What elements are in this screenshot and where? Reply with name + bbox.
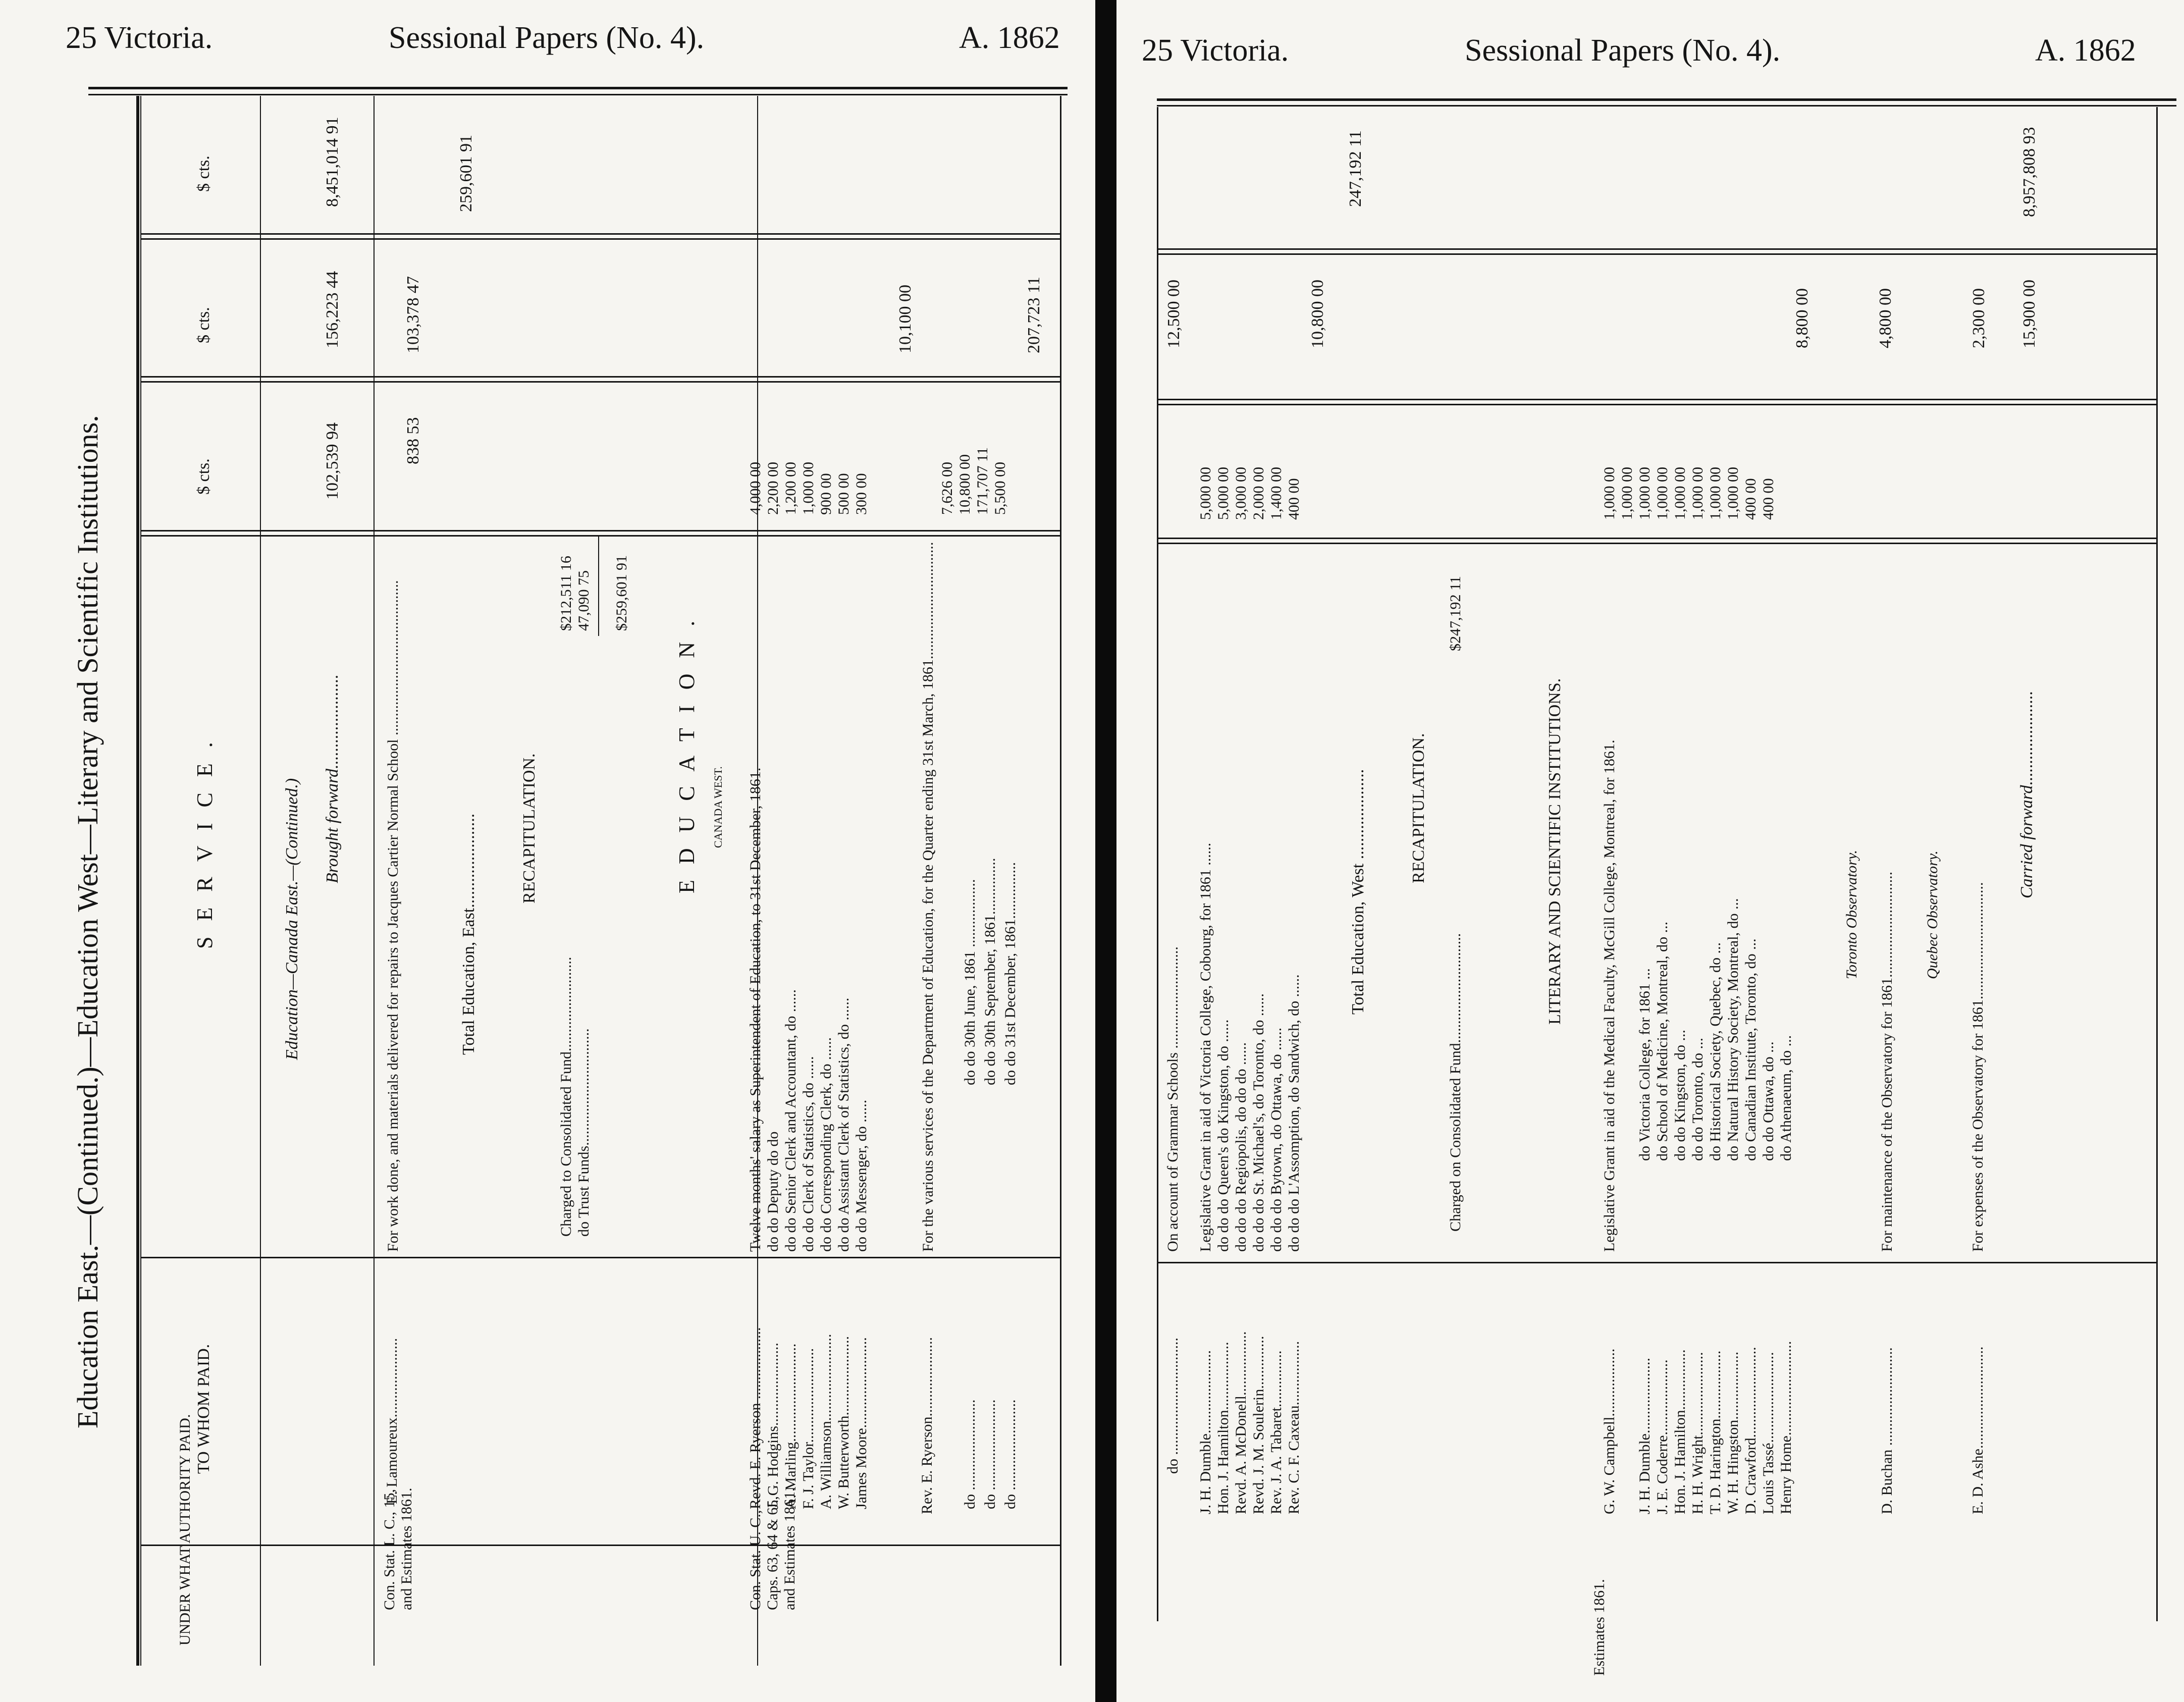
literary-amount-9: 400 00 <box>1760 478 1777 520</box>
total-east-amount: 259,601 91 <box>457 135 475 212</box>
salary-amount-1: 2,200 00 <box>765 462 781 515</box>
grant-amount-1: 5,000 00 <box>1215 467 1232 520</box>
salary-service-3: do do Clerk of Statistics, do ...... <box>800 1056 817 1252</box>
salary-service-4: do do Corresponding Clerk, do ...... <box>818 1037 834 1252</box>
grant-amount-5: 400 00 <box>1286 478 1302 520</box>
grant-service-1: do do do Queen's do Kingston, do ...... <box>1215 1019 1232 1252</box>
header-papers-right: Sessional Papers (No. 4). <box>1465 33 1781 68</box>
literary-amount-4: 1,000 00 <box>1672 467 1688 520</box>
side-title: Education East.—(Continued.)—Education West—Literary and Scientific Institutions. <box>71 415 104 1428</box>
lamoureux-service: For work done, and materials delivered for repairs to Jacques Cartier Normal School ......................................... <box>385 580 401 1252</box>
various-service-1: do do 30th June, 1861 .................. <box>962 879 978 1085</box>
literary-whom-7: D. Crawford........................ <box>1742 1347 1759 1514</box>
amount-divider-right-c <box>1157 248 2156 250</box>
recap-right-title: RECAPITULATION. <box>1409 733 1428 883</box>
grant-amount-0: 5,000 00 <box>1197 467 1214 520</box>
frame-left-right <box>1157 107 1158 1621</box>
service-divider-right-b <box>1157 543 2156 544</box>
grant-whom-2: Revd. A. McDonell................. <box>1233 1331 1249 1514</box>
frame-left-2 <box>140 96 141 1666</box>
literary-service-2: do School of Medicine, Montreal, do ... <box>1654 921 1671 1161</box>
col-line-2 <box>374 96 375 1666</box>
grant-whom-5: Rev. C. F. Caxeau................. <box>1286 1341 1302 1514</box>
literary-amount-2: 1,000 00 <box>1636 467 1653 520</box>
right-page <box>1116 0 2184 1702</box>
col-whom-head: TO WHOM PAID. <box>194 1344 213 1474</box>
literary-service-4: do do Toronto, do ... <box>1689 1037 1706 1161</box>
frame-right-right <box>2156 107 2158 1621</box>
literary-whom-8: Louis Tassé........................ <box>1760 1352 1777 1514</box>
literary-amount-5: 1,000 00 <box>1689 467 1706 520</box>
various-whom-3: do ........................ <box>1002 1399 1019 1509</box>
salary-service-5: do do Assistant Clerk of Statistics, do ...... <box>835 997 852 1252</box>
various-service-3: do do 31st December, 1861............... <box>1002 862 1019 1085</box>
salary-whom-6: James Moore........................ <box>853 1337 870 1509</box>
grant-whom-4: Rev. J. A. Tabaret............... <box>1268 1350 1285 1514</box>
total-west-amount: 247,192 11 <box>1346 130 1365 207</box>
literary-whom-1: J. H. Dumble.................... <box>1636 1358 1653 1514</box>
service-divider-right-a <box>1157 538 2156 539</box>
grant-whom-0: J. H. Dumble...................... <box>1197 1350 1214 1514</box>
recap-line-1: Charged to Consolidated Fund......................... <box>558 956 574 1237</box>
literary-service-6: do Natural History Society, Montreal, do ... <box>1725 898 1741 1161</box>
amount-divider-b <box>141 381 1060 383</box>
literary-title: LITERARY AND SCIENTIFIC INSTITUTIONS. <box>1546 678 1564 1025</box>
recap-total: $259,601 91 <box>613 555 630 631</box>
literary-amount-0: 1,000 00 <box>1601 467 1618 520</box>
brought-forward-amount-1: 102,539 94 <box>323 422 342 500</box>
whom-divider <box>141 1545 1060 1546</box>
grammar-whom: do ............................... <box>1164 1338 1181 1474</box>
whom-divider-right <box>1157 1262 2156 1263</box>
literary-whom-0: G. W. Campbell.................. <box>1601 1348 1618 1514</box>
salary-whom-4: A. Williamson....................... <box>818 1334 834 1509</box>
brought-forward-label: Brought forward...................... <box>323 674 342 883</box>
amount-divider-c <box>141 233 1060 235</box>
top-rule-2 <box>88 94 1068 95</box>
frame-left <box>136 96 139 1666</box>
salary-whom-1: J. G. Hodgins...................... <box>765 1342 781 1509</box>
various-whom: Rev. E. Ryerson..................... <box>919 1337 935 1514</box>
recap-amount-1: $212,511 16 <box>558 556 574 631</box>
grant-amount-2: 3,000 00 <box>1233 467 1249 520</box>
header-session-right: 25 Victoria. <box>1142 33 1289 68</box>
amount-divider-right-a <box>1157 399 2156 400</box>
lamoureux-amount-1: 838 53 <box>404 417 422 464</box>
carried-forward-amount-3: 8,957,808 93 <box>2020 127 2039 217</box>
salary-service-1: do do Deputy do do <box>765 1131 781 1252</box>
grant-service-2: do do do Regiopolis, do do do ...... <box>1233 1042 1249 1252</box>
section-head: Education—Canada East.—(Continued.) <box>283 778 301 1060</box>
salary-whom-2: A. Marling.......................... <box>782 1343 799 1509</box>
various-total: 207,723 11 <box>1025 277 1043 353</box>
literary-service-3: do do Kingston, do ... <box>1672 1029 1688 1161</box>
quebec-obs-amount: 2,300 00 <box>1969 288 1988 348</box>
service-divider-a <box>141 530 1060 531</box>
recap-right-amount: $247,192 11 <box>1447 576 1464 651</box>
literary-authority: Estimates 1861. <box>1591 1579 1608 1676</box>
literary-whom-4: H. H. Wright...................... <box>1689 1352 1706 1514</box>
canada-west: CANADA WEST. <box>712 766 724 848</box>
literary-service-0: Legislative Grant in aid of the Medical Faculty, McGill College, Montreal, for 1861. <box>1601 739 1618 1252</box>
grant-service-5: do do do L'Assomption, do Sandwich, do ...... <box>1286 974 1302 1252</box>
various-service-2: do do 30th September, 1861............... <box>982 858 998 1085</box>
various-whom-1: do ........................ <box>962 1399 978 1509</box>
frame-right <box>1060 96 1061 1666</box>
carried-forward-amount-2: 15,900 00 <box>2020 280 2039 348</box>
literary-service-7: do Canadian Institute, Toronto, do ... <box>1742 938 1759 1161</box>
grant-amount-4: 1,400 00 <box>1268 467 1285 520</box>
various-amount-3: 5,500 00 <box>992 462 1008 515</box>
salary-amount-5: 500 00 <box>835 473 852 515</box>
salary-amount-4: 900 00 <box>818 473 834 515</box>
grant-whom-3: Revd. J. M. Soulerin.............. <box>1250 1336 1267 1514</box>
various-whom-2: do ........................ <box>982 1399 998 1509</box>
carried-forward-label: Carried forward...................... <box>2017 690 2036 898</box>
literary-amount-6: 1,000 00 <box>1707 467 1724 520</box>
amount-divider-right-b <box>1157 404 2156 405</box>
brought-forward-amount-2: 156,223 44 <box>323 271 342 348</box>
education-title: E D U C A T I O N . <box>674 615 699 893</box>
various-amount-2: 171,707 11 <box>974 447 991 515</box>
literary-whom-5: T. D. Harington.................. <box>1707 1350 1724 1514</box>
salary-service-0: Twelve months' salary as Superintendent of Education, to 31st December, 1861. <box>747 767 764 1252</box>
literary-amount-1: 1,000 00 <box>1619 467 1635 520</box>
salary-total: 10,100 00 <box>896 285 915 353</box>
salary-whom-0: Revd. E. Ryerson ................... <box>747 1327 764 1509</box>
grant-amount-3: 2,000 00 <box>1250 467 1267 520</box>
col-dollars-3: $ cts. <box>194 155 213 192</box>
salary-service-2: do do Senior Clerk and Accountant, do ...... <box>782 989 799 1252</box>
total-west-label: Total Education, West ..................... <box>1349 769 1367 1015</box>
header-papers: Sessional Papers (No. 4). <box>389 21 705 55</box>
quebec-obs-service: For expenses of the Observatory for 1861............................... <box>1969 882 1986 1252</box>
grant-service-4: do do do Bytown, do Ottawa, do ...... <box>1268 1027 1285 1252</box>
toronto-obs-title: Toronto Observatory. <box>1843 849 1860 979</box>
literary-service-5: do Historical Society, Quebec, do ... <box>1707 942 1724 1161</box>
salary-amount-0: 4,000 00 <box>747 462 764 515</box>
col-line-1 <box>260 96 261 1666</box>
top-rule-right <box>1157 98 2176 101</box>
salary-service-6: do do Messenger, do ...... <box>853 1099 870 1252</box>
literary-amount-7: 1,000 00 <box>1725 467 1741 520</box>
toronto-obs-whom: D. Buchan .......................... <box>1879 1347 1895 1514</box>
toronto-obs-amount: 4,800 00 <box>1876 288 1895 348</box>
col-authority-head: UNDER WHAT AUTHORITY PAID. <box>177 1414 193 1645</box>
literary-whom-6: W. H. Hingston.................. <box>1725 1351 1741 1514</box>
literary-whom-3: Hon. J. Hamilton................ <box>1672 1349 1688 1514</box>
grammar-amount: 12,500 00 <box>1164 280 1183 348</box>
recap-line-2: do Trust Funds............................... <box>575 1028 592 1237</box>
amount-divider-right-d <box>1157 253 2156 255</box>
top-rule-right-2 <box>1157 105 2176 107</box>
col-dollars-2: $ cts. <box>194 307 213 343</box>
amount-divider-d <box>141 238 1060 240</box>
grammar-service: On account of Grammar Schools ........................... <box>1164 946 1181 1252</box>
salary-whom-5: W. Butterworth..................... <box>835 1336 852 1509</box>
salary-whom-3: F. J. Taylor......................... <box>800 1348 817 1509</box>
literary-total: 8,800 00 <box>1793 288 1812 348</box>
brought-forward-amount-3: 8,451,014 91 <box>323 117 342 207</box>
quebec-obs-whom: E. D. Ashe........................... <box>1969 1346 1986 1514</box>
literary-whom-9: Henry Home......................... <box>1778 1341 1794 1514</box>
salary-amount-6: 300 00 <box>853 473 870 515</box>
grant-service-0: Legislative Grant in aid of Victoria College, Cobourg, for 1861 ...... <box>1197 842 1214 1252</box>
recap-amount-2: 47,090 75 <box>575 570 592 631</box>
various-service: For the various services of the Department of Education, for the Quarter ending 31st March, 1861............................... <box>920 542 936 1252</box>
col-dollars-1: $ cts. <box>194 458 213 495</box>
literary-amount-8: 400 00 <box>1742 478 1759 520</box>
lamoureux-whom: E. Lamoureux..................... <box>384 1338 400 1504</box>
literary-service-9: do Athenaeum, do ... <box>1778 1035 1794 1161</box>
quebec-obs-title: Quebec Observatory. <box>1924 850 1941 979</box>
header-session: 25 Victoria. <box>66 21 213 55</box>
recap-rule <box>598 535 599 636</box>
salary-amount-2: 1,200 00 <box>782 462 799 515</box>
recap-right-line: Charged on Consolidated Fund............................. <box>1447 933 1464 1232</box>
lamoureux-authority: Con. Stat. L. C., 15, and Estimates 1861. <box>381 1487 415 1610</box>
literary-service-1: do Victoria College, for 1861 ... <box>1636 968 1653 1161</box>
header-year-right: A. 1862 <box>2035 33 2136 68</box>
various-amount-0: 7,626 00 <box>939 462 955 515</box>
grants-west-total: 10,800 00 <box>1308 280 1327 348</box>
authority-divider <box>141 1257 1060 1258</box>
grant-whom-1: Hon. J. Hamilton.................. <box>1215 1342 1232 1514</box>
amount-divider-a <box>141 376 1060 378</box>
top-rule <box>88 87 1068 89</box>
various-amount-1: 10,800 00 <box>956 454 973 515</box>
literary-amount-3: 1,000 00 <box>1654 467 1671 520</box>
header-year: A. 1862 <box>959 21 1060 55</box>
total-east-label: Total Education, East...................... <box>459 813 478 1055</box>
salary-amount-3: 1,000 00 <box>800 462 817 515</box>
grant-service-3: do do do St. Michael's, do Toronto, do ...... <box>1250 993 1267 1252</box>
literary-whom-2: J. E. Coderre.................... <box>1654 1359 1671 1514</box>
literary-service-8: do do Ottawa, do ... <box>1760 1041 1777 1161</box>
lamoureux-amount-2: 103,378 47 <box>404 276 422 353</box>
book-gutter <box>1095 0 1116 1702</box>
col-service-head: S E R V I C E . <box>192 737 217 949</box>
toronto-obs-service: For maintenance of the Observatory for 1861............................ <box>1879 871 1895 1252</box>
west-authority: Con. Stat. U. C., Caps. 63, 64 & 65, and Estimates 1861. <box>747 1487 798 1610</box>
recap-title: RECAPITULATION. <box>520 753 539 903</box>
